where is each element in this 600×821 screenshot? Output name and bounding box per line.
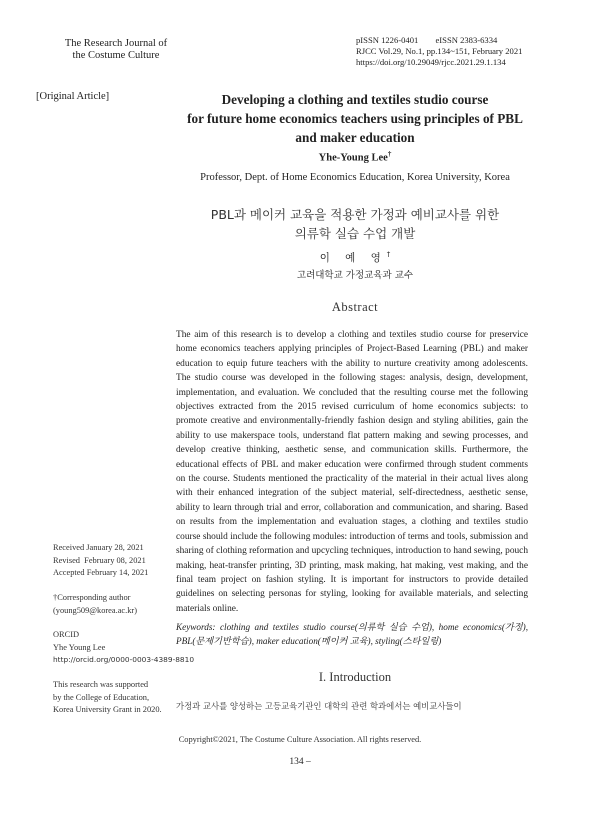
- orcid-label: ORCID: [53, 630, 80, 639]
- title-line: 의류학 실습 수업 개발: [294, 226, 416, 241]
- doi-link[interactable]: https://doi.org/10.29049/rjcc.2021.29.1.134: [356, 57, 506, 67]
- author-name: 이 예 영: [319, 252, 387, 264]
- affiliation-english: Professor, Dept. of Home Economics Education, Korea University, Korea: [200, 172, 510, 183]
- title-line: and maker education: [295, 130, 415, 145]
- funding-line: by the College of Education,: [53, 692, 150, 702]
- corresponding-mark: †: [387, 150, 392, 158]
- keywords: Keywords: clothing and textiles studio course(의류학 실습 수업), home economics(가정), PBL(문제기반학습), maker education(메이커 교육), styling(스타일링): [176, 622, 528, 646]
- revised-date: Revised February 08, 2021: [53, 555, 146, 565]
- journal-name-line: The Research Journal of: [64, 38, 168, 49]
- abstract-heading: Abstract: [331, 300, 379, 314]
- citation: RJCC Vol.29, No.1, pp.134~151, February 2021: [356, 46, 523, 56]
- publication-info: [356, 35, 536, 68]
- corresponding-author: [53, 592, 137, 617]
- section-heading-introduction: I. Introduction: [318, 670, 392, 684]
- orcid-block: [53, 629, 194, 667]
- article-type: [Original Article]: [36, 91, 110, 102]
- article-dates: [53, 542, 148, 580]
- title-english: [165, 90, 545, 147]
- funding-note: [53, 679, 162, 717]
- orcid-name: Yhe Young Lee: [53, 642, 106, 652]
- affiliation-korean: 고려대학교 가정교육과 교수: [296, 270, 414, 281]
- title-line: Developing a clothing and textiles studio course: [221, 92, 489, 107]
- received-date: Received January 28, 2021: [53, 543, 144, 552]
- author-english: [165, 150, 545, 164]
- abstract-body: The aim of this research is to develop a clothing and textiles studio course for preservice home economics teachers applying principles of Project-Based Learning (PBL) and maker education to equip future teachers with the ability to nurture creativity among adolescents. The studio course was developed in the following stages: analysis, design, development, implementation, and evaluation. We concluded that the resulting course met the following objectives extracted from the 2015 revised curriculum of home economics subjects: to promote creative and environmentally-friendly fashion design and styling abilities, gain the ability to use makerspace tools, understand flat pattern making and sewing processes, and develop creative thinking, aesthetic sense, and communication skills. Furthermore, the educational effects of PBL and maker education were confirmed through student comments on the course. Students mentioned the practicality of the material in their actual lives along with their enhanced integration of the subject material, self-directedness, aesthetic sense, ability to learn through trial and error, collaboration and communication, and sharing. Based on results from the implementation and evaluation stages, a clothing and textiles studio course should include the following modules: introduction of terms and tools, submission and sharing of clothing reformation and upcycling techniques, introduction to hand sewing, pouch making, heat-transfer printing, 3D printing, mask making, hat making, vest making, and the final team project on fashion styling. It is important for instructors to provide detailed guidelines on selecting personas for styling, looking for available materials, and selecting materials online.: [176, 330, 528, 614]
- intro-paragraph: 가정과 교사를 양성하는 고등교육기관인 대학의 관련 학과에서는 예비교사들이: [176, 701, 462, 711]
- accepted-date: Accepted February 14, 2021: [53, 568, 149, 577]
- issn: pISSN 1226-0401 eISSN 2383-6334: [356, 35, 498, 45]
- corresponding-label: †Corresponding author: [53, 593, 131, 602]
- corresponding-email[interactable]: (young509@korea.ac.kr): [53, 605, 137, 615]
- title-line: for future home economics teachers using principles of PBL: [187, 111, 523, 126]
- orcid-link[interactable]: http://orcid.org/0000-0003-4389-8810: [53, 655, 195, 664]
- title-line: PBL과 메이커 교육을 적용한 가정과 예비교사를 위한: [210, 207, 500, 222]
- funding-line: This research was supported: [53, 680, 149, 689]
- corresponding-mark: †: [386, 250, 391, 259]
- journal-name-line: the Costume Culture: [72, 50, 160, 61]
- funding-line: Korea University Grant in 2020.: [53, 705, 162, 714]
- journal-name: [56, 38, 176, 62]
- author-korean: [165, 250, 545, 265]
- title-korean: [165, 205, 545, 243]
- page-number: 134 –: [289, 757, 311, 767]
- author-name: Yhe-Young Lee: [318, 152, 388, 164]
- copyright: Copyright©2021, The Costume Culture Association. All rights reserved.: [178, 735, 422, 744]
